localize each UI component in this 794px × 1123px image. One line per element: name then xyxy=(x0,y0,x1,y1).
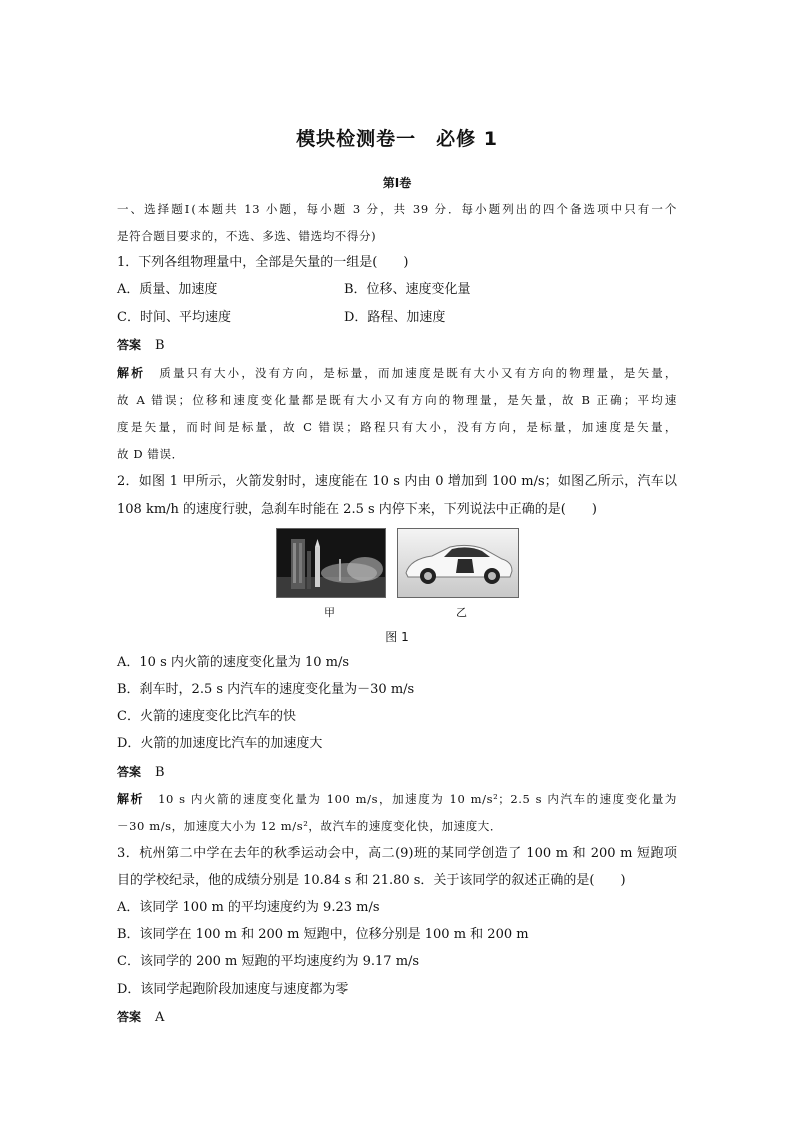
answer-label: 答案 xyxy=(117,1010,142,1024)
page-title: 模块检测卷一 必修 1 xyxy=(296,128,498,150)
q1-analysis-line1 xyxy=(117,364,677,382)
analysis-text: 质量只有大小，没有方向，是标量，而加速度是既有大小又有方向的物理量，是矢量， xyxy=(159,366,678,380)
q3-stem-line2: 目的学校纪录，他的成绩分别是 10.84 s 和 21.80 s．关于该同学的叙述正确的是( ) xyxy=(117,873,626,888)
q1-options-row1 xyxy=(117,281,677,299)
analysis-text: 10 s 内火箭的速度变化量为 100 m/s，加速度为 10 m/s²；2.5 s 内汽车的速度变化量为 xyxy=(158,792,678,806)
q1-option-a: A．质量、加速度 xyxy=(117,282,218,297)
q1-option-c: C．时间、平均速度 xyxy=(117,310,231,325)
figure-left-caption: 甲 xyxy=(324,606,335,619)
figure-right-caption: 乙 xyxy=(456,606,467,619)
q2-analysis-line2: －30 m/s，加速度大小为 12 m/s²，故汽车的速度变化快，加速度大． xyxy=(117,819,503,833)
q1-stem: 1．下列各组物理量中，全部是矢量的一组是( ) xyxy=(117,255,409,270)
q3-answer xyxy=(117,1008,164,1027)
q2-option-b: B．刹车时，2.5 s 内汽车的速度变化量为－30 m/s xyxy=(117,682,415,697)
q3-option-a: A．该同学 100 m 的平均速度约为 9.23 m/s xyxy=(117,900,380,915)
q1-option-b: B．位移、速度变化量 xyxy=(344,282,471,297)
q1-analysis-line4: 故 D 错误． xyxy=(117,447,184,461)
q1-analysis-line2: 故 A 错误；位移和速度变化量都是既有大小又有方向的物理量，是矢量，故 B 正确；平均速 xyxy=(117,393,677,407)
q1-options-row2 xyxy=(117,309,677,327)
q2-option-a: A．10 s 内火箭的速度变化量为 10 m/s xyxy=(117,655,350,670)
answer-value: A xyxy=(155,1010,165,1025)
q2-stem-line2: 108 km/h 的速度行驶，急刹车时能在 2.5 s 内停下来，下列说法中正确的是( ) xyxy=(117,502,597,517)
analysis-label: 解析 xyxy=(117,792,145,806)
q2-stem-line1: 2．如图 1 甲所示，火箭发射时，速度能在 10 s 内由 0 增加到 100 m/s；如图乙所示，汽车以 xyxy=(117,474,677,489)
q3-option-c: C．该同学的 200 m 短跑的平均速度约为 9.17 m/s xyxy=(117,954,420,969)
rocket-launch-photo xyxy=(276,528,386,598)
car-image xyxy=(398,529,518,597)
figure-caption: 图 1 xyxy=(385,630,409,644)
q3-stem-line1: 3．杭州第二中学在去年的秋季运动会中，高二(9)班的某同学创造了 100 m 和 200 m 短跑项 xyxy=(117,846,677,861)
q3-option-b: B．该同学在 100 m 和 200 m 短跑中，位移分别是 100 m 和 200 m xyxy=(117,927,529,942)
answer-value: B xyxy=(155,338,165,353)
section-instructions-line2: 是符合题目要求的，不选、多选、错选均不得分) xyxy=(117,229,377,243)
q2-option-c: C．火箭的速度变化比汽车的快 xyxy=(117,709,296,724)
q2-analysis-line1 xyxy=(117,790,677,808)
q1-option-d: D．路程、加速度 xyxy=(344,310,446,325)
answer-label: 答案 xyxy=(117,338,142,352)
q1-answer xyxy=(117,336,165,355)
q1-analysis-line3: 度是矢量，而时间是标量，故 C 错误；路程只有大小，没有方向，是标量，加速度是矢量， xyxy=(117,420,677,434)
q3-option-d: D．该同学起跑阶段加速度与速度都为零 xyxy=(117,982,349,997)
q2-answer xyxy=(117,763,165,782)
car-photo xyxy=(397,528,519,598)
q2-option-d: D．火箭的加速度比汽车的加速度大 xyxy=(117,736,323,751)
analysis-label: 解析 xyxy=(117,366,146,380)
volume-heading: 第Ⅰ卷 xyxy=(382,176,412,190)
rocket-image xyxy=(277,529,385,597)
answer-label: 答案 xyxy=(117,765,142,779)
answer-value: B xyxy=(155,765,165,780)
section-instructions-line1: 一、选择题Ⅰ(本题共 13 小题，每小题 3 分，共 39 分．每小题列出的四个备选项中只有一个 xyxy=(117,202,677,216)
